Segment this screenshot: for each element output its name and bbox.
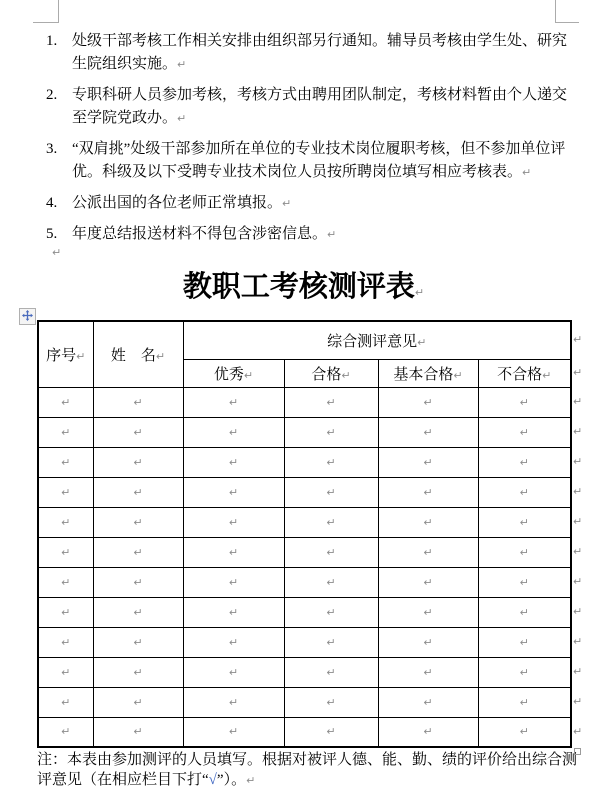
notice-item — [46, 84, 578, 130]
end-of-cell-mark: ↵ — [453, 368, 463, 382]
empty-cell[interactable] — [183, 417, 284, 447]
end-of-cell-mark: ↵ — [61, 635, 71, 649]
empty-cell[interactable] — [478, 417, 571, 447]
end-of-cell-mark: ↵ — [326, 695, 336, 709]
empty-cell[interactable] — [378, 537, 478, 567]
table-body — [38, 387, 571, 747]
paragraph-mark: ↵ — [282, 197, 292, 210]
table-row — [38, 717, 571, 747]
end-of-cell-mark: ↵ — [519, 545, 529, 559]
empty-cell[interactable] — [478, 597, 571, 627]
end-of-cell-mark: ↵ — [423, 545, 433, 559]
empty-cell[interactable] — [183, 537, 284, 567]
empty-cell[interactable] — [284, 447, 378, 477]
end-of-cell-mark: ↵ — [519, 695, 529, 709]
empty-cell[interactable] — [93, 717, 183, 747]
notice-number: 5. — [46, 226, 58, 242]
notice-text: 公派出国的各位老师正常填报。↵ — [72, 195, 292, 211]
empty-cell[interactable] — [284, 477, 378, 507]
end-of-cell-mark: ↵ — [423, 575, 433, 589]
empty-cell[interactable] — [478, 567, 571, 597]
paragraph-mark: ↵ — [52, 246, 62, 259]
empty-cell[interactable] — [38, 537, 93, 567]
empty-cell[interactable] — [378, 477, 478, 507]
table-row — [38, 477, 571, 507]
table-row — [38, 447, 571, 477]
end-of-cell-mark: ↵ — [519, 605, 529, 619]
end-of-cell-mark: ↵ — [133, 665, 143, 679]
end-of-cell-mark: ↵ — [133, 695, 143, 709]
empty-cell[interactable] — [284, 687, 378, 717]
end-of-row-mark: ↵ — [573, 634, 583, 648]
notice-text: 年度总结报送材料不得包含涉密信息。↵ — [72, 226, 337, 242]
end-of-cell-mark: ↵ — [542, 368, 552, 382]
end-of-cell-mark: ↵ — [133, 425, 143, 439]
end-of-cell-mark: ↵ — [228, 485, 239, 499]
empty-cell[interactable] — [38, 687, 93, 717]
end-of-cell-mark: ↵ — [228, 515, 239, 529]
empty-cell[interactable] — [38, 717, 93, 747]
empty-cell[interactable] — [284, 717, 378, 747]
table-row — [38, 597, 571, 627]
end-of-cell-mark: ↵ — [228, 455, 239, 469]
empty-cell[interactable] — [378, 657, 478, 687]
end-of-cell-mark: ↵ — [326, 665, 336, 679]
empty-cell[interactable] — [38, 597, 93, 627]
empty-cell[interactable] — [378, 447, 478, 477]
end-of-cell-mark: ↵ — [133, 395, 143, 409]
end-of-cell-mark: ↵ — [326, 395, 336, 409]
end-of-cell-mark: ↵ — [76, 349, 86, 363]
table-row — [38, 657, 571, 687]
notice-number: 2. — [46, 87, 58, 103]
empty-cell[interactable] — [284, 537, 378, 567]
notice-list — [46, 30, 578, 254]
paragraph-mark: ↵ — [414, 286, 425, 299]
empty-cell[interactable] — [284, 597, 378, 627]
end-of-cell-mark: ↵ — [423, 395, 433, 409]
check-mark: √ — [208, 772, 217, 788]
end-of-cell-mark: ↵ — [133, 725, 143, 739]
notice-text: “双肩挑”处级干部参加所在单位的专业技术岗位履职考核，但不参加单位评优。科级及以下受聘专业技术岗位人员按所聘岗位填写相应考核表。↵ — [72, 141, 566, 180]
end-of-cell-mark: ↵ — [423, 695, 433, 709]
empty-cell[interactable] — [183, 717, 284, 747]
empty-cell[interactable] — [93, 657, 183, 687]
end-of-cell-mark: ↵ — [228, 695, 239, 709]
end-of-cell-mark: ↵ — [133, 515, 143, 529]
header-option-excellent: 优秀↵ — [183, 359, 284, 387]
notice-number: 1. — [46, 33, 58, 49]
notice-text: 处级干部考核工作相关安排由组织部另行通知。辅导员考核由学生处、研究生院组织实施。↵ — [72, 33, 568, 72]
empty-cell[interactable] — [378, 627, 478, 657]
end-of-cell-mark: ↵ — [228, 605, 239, 619]
end-of-cell-mark: ↵ — [519, 725, 529, 739]
end-of-cell-mark: ↵ — [133, 485, 143, 499]
end-of-cell-mark: ↵ — [61, 695, 71, 709]
empty-cell[interactable] — [38, 567, 93, 597]
notice-text: 专职科研人员参加考核，考核方式由聘用团队制定，考核材料暂由个人递交至学院党政办。↵ — [72, 87, 568, 126]
end-of-cell-mark: ↵ — [326, 725, 336, 739]
end-of-row-mark: ↵ — [573, 574, 583, 588]
end-of-cell-mark: ↵ — [228, 575, 239, 589]
end-of-cell-mark: ↵ — [228, 635, 239, 649]
empty-paragraph — [52, 243, 61, 261]
end-of-cell-mark: ↵ — [519, 635, 529, 649]
end-of-cell-mark: ↵ — [61, 425, 71, 439]
end-of-cell-mark: ↵ — [326, 455, 336, 469]
end-of-cell-mark: ↵ — [326, 605, 336, 619]
end-of-cell-mark: ↵ — [326, 635, 336, 649]
end-of-cell-mark: ↵ — [423, 635, 433, 649]
end-of-cell-mark: ↵ — [519, 575, 529, 589]
text-boundary-corner-mark — [33, 0, 59, 23]
empty-cell[interactable] — [183, 387, 284, 417]
notice-number: 4. — [46, 195, 58, 211]
end-of-row-mark: ↵ — [573, 694, 583, 708]
end-of-cell-mark: ↵ — [423, 605, 433, 619]
empty-cell[interactable] — [183, 567, 284, 597]
end-of-cell-mark: ↵ — [423, 665, 433, 679]
empty-cell[interactable] — [93, 537, 183, 567]
end-of-cell-mark: ↵ — [133, 575, 143, 589]
end-of-cell-mark: ↵ — [228, 725, 239, 739]
notice-number: 3. — [46, 141, 58, 157]
end-of-cell-mark: ↵ — [61, 485, 71, 499]
end-of-cell-mark: ↵ — [243, 368, 254, 382]
empty-cell[interactable] — [38, 447, 93, 477]
end-of-row-mark: ↵ — [573, 365, 583, 379]
end-of-cell-mark: ↵ — [326, 575, 336, 589]
empty-cell[interactable] — [284, 627, 378, 657]
end-of-cell-mark: ↵ — [326, 425, 336, 439]
end-of-row-mark: ↵ — [573, 394, 583, 408]
empty-cell[interactable] — [38, 657, 93, 687]
end-of-cell-mark: ↵ — [133, 605, 143, 619]
empty-cell[interactable] — [93, 447, 183, 477]
empty-cell[interactable] — [93, 597, 183, 627]
table-header-row — [38, 321, 571, 359]
end-of-row-mark: ↵ — [573, 604, 583, 618]
evaluation-table — [37, 320, 572, 748]
end-of-cell-mark: ↵ — [133, 635, 143, 649]
end-of-row-mark: ↵ — [573, 544, 583, 558]
end-of-cell-mark: ↵ — [326, 545, 336, 559]
end-of-cell-mark: ↵ — [519, 455, 529, 469]
paragraph-mark: ↵ — [177, 112, 187, 125]
empty-cell[interactable] — [478, 687, 571, 717]
table-row — [38, 387, 571, 417]
end-of-cell-mark: ↵ — [155, 349, 166, 363]
move-arrows-icon — [22, 308, 33, 326]
end-of-cell-mark: ↵ — [519, 425, 529, 439]
empty-cell[interactable] — [183, 597, 284, 627]
empty-cell[interactable] — [478, 507, 571, 537]
paragraph-mark: ↵ — [522, 166, 532, 179]
end-of-cell-mark: ↵ — [133, 455, 143, 469]
end-of-cell-mark: ↵ — [61, 665, 71, 679]
end-of-cell-mark: ↵ — [133, 545, 143, 559]
notice-item — [46, 30, 578, 76]
empty-cell[interactable] — [378, 417, 478, 447]
end-of-row-mark: ↵ — [573, 424, 583, 438]
empty-cell[interactable] — [93, 627, 183, 657]
end-of-row-mark: ↵ — [573, 332, 583, 346]
footnote: 注：本表由参加测评的人员填写。根据对被评人德、能、勤、绩的评价给出综合测评意见（在相应栏目下打“√”）。↵ — [37, 752, 578, 788]
empty-cell[interactable] — [38, 387, 93, 417]
table-row — [38, 417, 571, 447]
empty-cell[interactable] — [478, 477, 571, 507]
notice-item — [46, 138, 578, 184]
end-of-cell-mark: ↵ — [519, 515, 529, 529]
empty-cell[interactable] — [378, 687, 478, 717]
end-of-cell-mark: ↵ — [519, 485, 529, 499]
empty-cell[interactable] — [378, 597, 478, 627]
empty-cell[interactable] — [378, 387, 478, 417]
end-of-cell-mark: ↵ — [61, 725, 71, 739]
empty-cell[interactable] — [93, 477, 183, 507]
end-of-cell-mark: ↵ — [326, 485, 336, 499]
table-row — [38, 507, 571, 537]
end-of-cell-mark: ↵ — [423, 425, 433, 439]
paragraph-mark: ↵ — [246, 774, 256, 787]
table-row — [38, 687, 571, 717]
empty-cell[interactable] — [93, 507, 183, 537]
end-of-cell-mark: ↵ — [228, 395, 239, 409]
empty-cell[interactable] — [183, 507, 284, 537]
header-group-opinion: 综合测评意见↵ — [183, 321, 571, 359]
empty-cell[interactable] — [183, 477, 284, 507]
empty-cell[interactable] — [478, 627, 571, 657]
empty-cell[interactable] — [93, 387, 183, 417]
empty-cell[interactable] — [183, 657, 284, 687]
end-of-cell-mark: ↵ — [326, 515, 336, 529]
table-move-handle[interactable] — [19, 308, 36, 325]
paragraph-mark: ↵ — [327, 228, 337, 241]
end-of-cell-mark: ↵ — [519, 665, 529, 679]
table-row — [38, 537, 571, 567]
end-of-row-mark: ↵ — [573, 454, 583, 468]
paragraph-mark: ↵ — [177, 58, 187, 71]
page-title: 教职工考核测评表↵ — [182, 269, 425, 303]
empty-cell[interactable] — [478, 657, 571, 687]
end-of-cell-mark: ↵ — [417, 335, 427, 349]
end-of-cell-mark: ↵ — [61, 545, 71, 559]
empty-cell[interactable] — [378, 507, 478, 537]
empty-cell[interactable] — [378, 567, 478, 597]
end-of-cell-mark: ↵ — [423, 485, 433, 499]
header-option-qualified: 合格↵ — [284, 359, 378, 387]
end-of-cell-mark: ↵ — [228, 665, 239, 679]
empty-cell[interactable] — [183, 447, 284, 477]
empty-cell[interactable] — [478, 537, 571, 567]
empty-cell[interactable] — [478, 447, 571, 477]
empty-cell[interactable] — [38, 477, 93, 507]
empty-cell[interactable] — [284, 417, 378, 447]
end-of-cell-mark: ↵ — [423, 455, 433, 469]
empty-cell[interactable] — [378, 717, 478, 747]
end-of-cell-mark: ↵ — [519, 395, 529, 409]
empty-cell[interactable] — [38, 507, 93, 537]
end-of-cell-mark: ↵ — [423, 515, 433, 529]
end-of-row-marks — [573, 320, 582, 746]
text-boundary-corner-mark — [555, 0, 579, 23]
end-of-cell-mark: ↵ — [228, 545, 239, 559]
end-of-cell-mark: ↵ — [341, 368, 351, 382]
end-of-cell-mark: ↵ — [61, 395, 71, 409]
empty-cell[interactable] — [478, 387, 571, 417]
end-of-cell-mark: ↵ — [61, 605, 71, 619]
header-option-basically-qualified: 基本合格↵ — [378, 359, 478, 387]
end-of-row-mark: ↵ — [573, 484, 583, 498]
anchor-square-mark — [574, 748, 581, 755]
header-name: 姓 名↵ — [93, 321, 183, 387]
empty-cell[interactable] — [183, 687, 284, 717]
header-option-unqualified: 不合格↵ — [478, 359, 571, 387]
end-of-cell-mark: ↵ — [423, 725, 433, 739]
end-of-row-mark: ↵ — [573, 724, 583, 738]
end-of-cell-mark: ↵ — [61, 455, 71, 469]
empty-cell[interactable] — [284, 387, 378, 417]
empty-cell[interactable] — [284, 567, 378, 597]
notice-item — [46, 192, 578, 215]
table-row — [38, 567, 571, 597]
header-serial: 序号↵ — [38, 321, 93, 387]
end-of-cell-mark: ↵ — [61, 575, 71, 589]
table-row — [38, 627, 571, 657]
end-of-cell-mark: ↵ — [228, 425, 239, 439]
empty-cell[interactable] — [183, 627, 284, 657]
end-of-row-mark: ↵ — [573, 514, 583, 528]
end-of-cell-mark: ↵ — [61, 515, 71, 529]
notice-item — [46, 223, 578, 246]
empty-cell[interactable] — [93, 417, 183, 447]
empty-cell[interactable] — [93, 567, 183, 597]
empty-cell[interactable] — [93, 687, 183, 717]
empty-cell[interactable] — [38, 417, 93, 447]
empty-cell[interactable] — [284, 657, 378, 687]
empty-cell[interactable] — [38, 627, 93, 657]
empty-cell[interactable] — [478, 717, 571, 747]
end-of-row-mark: ↵ — [573, 664, 583, 678]
empty-cell[interactable] — [284, 507, 378, 537]
